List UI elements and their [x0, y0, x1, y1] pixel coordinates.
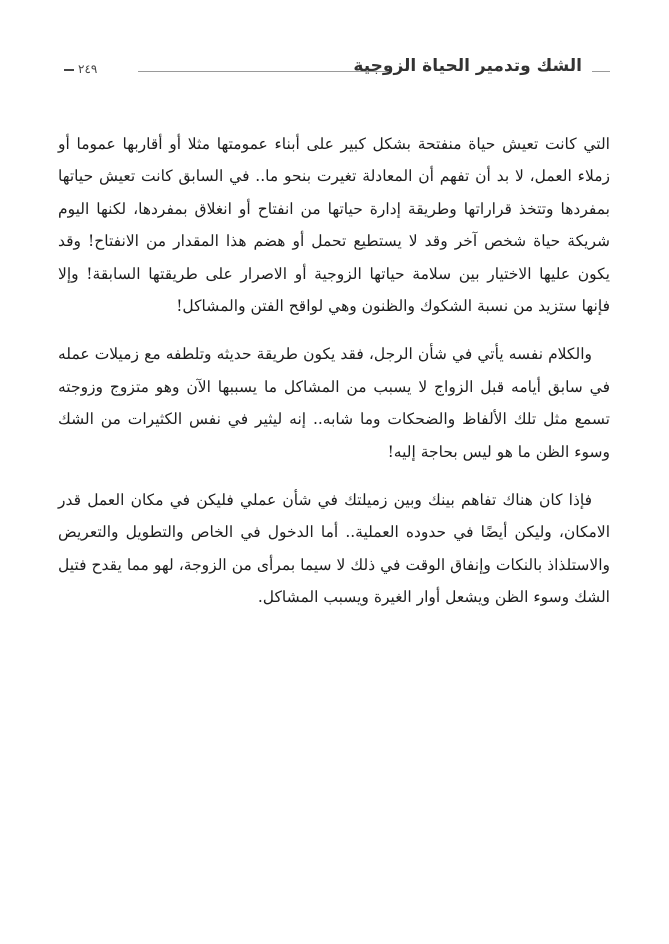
page-number-value: ٢٤٩: [78, 62, 98, 76]
header-rule: [138, 71, 388, 72]
page-number-dash: [64, 69, 74, 71]
paragraph-2: والكلام نفسه يأتي في شأن الرجل، فقد يكون طريقة حديثه وتلطفه مع زميلات عمله في سابق أيامه قبل الزواج لا يسبب من المشاكل ما يسببها الآن وهو متزوج وزوجته تسمع مثل تلك الألفاظ والضحكات وما شابه.. إنه ليثير في نفس الكثيرات من الشك وسوء الظن ما هو ليس بحاجة إليه!: [58, 345, 610, 461]
paragraph-1: التي كانت تعيش حياة منفتحة بشكل كبير على أبناء عمومتها مثلا أو أقاربها عموما أو زملاء العمل، لا بد أن تفهم أن المعادلة تغيرت بنحو ما.. في السابق كانت تعيش حياتها بمفردها وتتخذ قراراتها وطريقة إدارة حياتها من انفتاح أو انغلاق بمفردها، لكنها اليوم شريكة حياة شخص آخر وقد لا يستطيع تحمل أو هضم هذا المقدار من الانفتاح! وقد يكون عليها الاختيار بين سلامة حياتها الزوجية أو الاصرار على طريقتها السابقة! وإلا فإنها ستزيد من نسبة الشكوك والظنون وهي لواقح الفتن والمشاكل!: [58, 135, 610, 316]
running-title: الشك وتدمير الحياة الزوجية: [353, 56, 582, 76]
body-text: [58, 128, 610, 630]
page-header: [58, 50, 610, 90]
paragraph-3: فإذا كان هناك تفاهم بينك وبين زميلتك في شأن عملي فليكن في مكان العمل قدر الامكان، وليكن أيضًا في حدوده العملية.. أما الدخول في الخاص والتطويل والتعريض والاستلذاذ بالنكات وإنفاق الوقت في ذلك لا سيما بمرأى من الزوجة، لهو مما يقدح فتيل الشك وسوء الظن ويشعل أوار الغيرة ويسبب المشاكل.: [58, 491, 610, 607]
header-rule-end: [592, 71, 610, 72]
page-number: [64, 62, 97, 76]
